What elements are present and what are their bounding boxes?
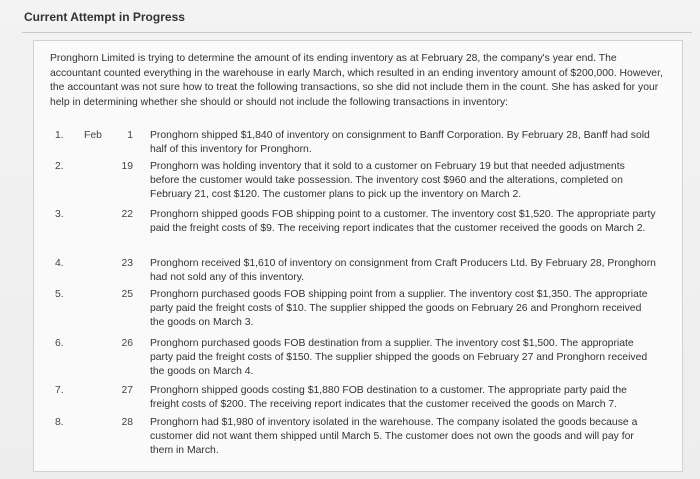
transaction-month: Feb <box>84 130 102 141</box>
transaction-day: 19 <box>121 161 133 172</box>
transaction-day: 23 <box>121 258 133 269</box>
transaction-day: 1 <box>127 130 133 141</box>
transaction-day: 22 <box>121 209 133 220</box>
transaction-number: 2. <box>55 161 64 172</box>
transaction-description: Pronghorn purchased goods FOB destination from a supplier. The inventory cost $1,500. The appropriate party paid the freight costs of $150. The supplier shipped the goods on February 27 and Pronghorn received the goods on March 4. <box>150 338 648 378</box>
transaction-description: Pronghorn was holding inventory that it sold to a customer on February 19 but that needed adjustments before the customer would take possession. The inventory cost $960 and the alterations, completed on February 21, cost $120. The customer plans to pick up the inventory on March 2. <box>150 161 625 201</box>
transaction-number: 5. <box>55 289 64 300</box>
transaction-day: 28 <box>121 417 133 428</box>
transaction-number: 7. <box>55 385 64 396</box>
transaction-number: 6. <box>55 338 64 349</box>
attempt-status-title: Current Attempt in Progress <box>24 10 185 24</box>
transaction-description: Pronghorn shipped $1,840 of inventory on consignment to Banff Corporation. By February 28, Banff had sold half of this inventory for Pronghorn. <box>150 130 650 156</box>
transaction-number: 3. <box>55 209 64 220</box>
transaction-description: Pronghorn shipped goods costing $1,880 FOB destination to a customer. The appropriate party paid the freight costs of $200. The receiving report indicates that the customer received the goods on March 7. <box>150 385 627 411</box>
transaction-description: Pronghorn shipped goods FOB shipping point to a customer. The inventory cost $1,520. The appropriate party paid the freight costs of $9. The receiving report indicates that the customer received the goods on March 2. <box>150 209 656 235</box>
transaction-description: Pronghorn had $1,980 of inventory isolated in the warehouse. The company isolated the goods because a customer did not want them shipped until March 5. The customer does not own the goods and will pay for them in March. <box>150 417 638 457</box>
header-divider <box>22 32 692 33</box>
problem-intro: Pronghorn Limited is trying to determine the amount of its ending inventory as at February 28, the company's year end. The accountant counted everything in the warehouse in early March, which resulted in an ending inventory amount of $200,000. However, the accountant was not sure how to treat the following transactions, so she did not include them in the count. She has asked for your help in determining whether she should or should not include the following transactions in inventory: <box>50 53 663 108</box>
problem-panel <box>33 40 683 472</box>
transaction-description: Pronghorn purchased goods FOB shipping point from a supplier. The inventory cost $1,350. The appropriate party paid the freight costs of $10. The supplier shipped the goods on February 26 and Pronghorn received the goods on March 3. <box>150 289 648 329</box>
transaction-description: Pronghorn received $1,610 of inventory on consignment from Craft Producers Ltd. By February 28, Pronghorn had not sold any of this inventory. <box>150 258 656 284</box>
transaction-number: 1. <box>55 130 64 141</box>
transaction-day: 25 <box>121 289 133 300</box>
transaction-number: 4. <box>55 258 64 269</box>
transaction-day: 27 <box>121 385 133 396</box>
transaction-number: 8. <box>55 417 64 428</box>
transaction-day: 26 <box>121 338 133 349</box>
